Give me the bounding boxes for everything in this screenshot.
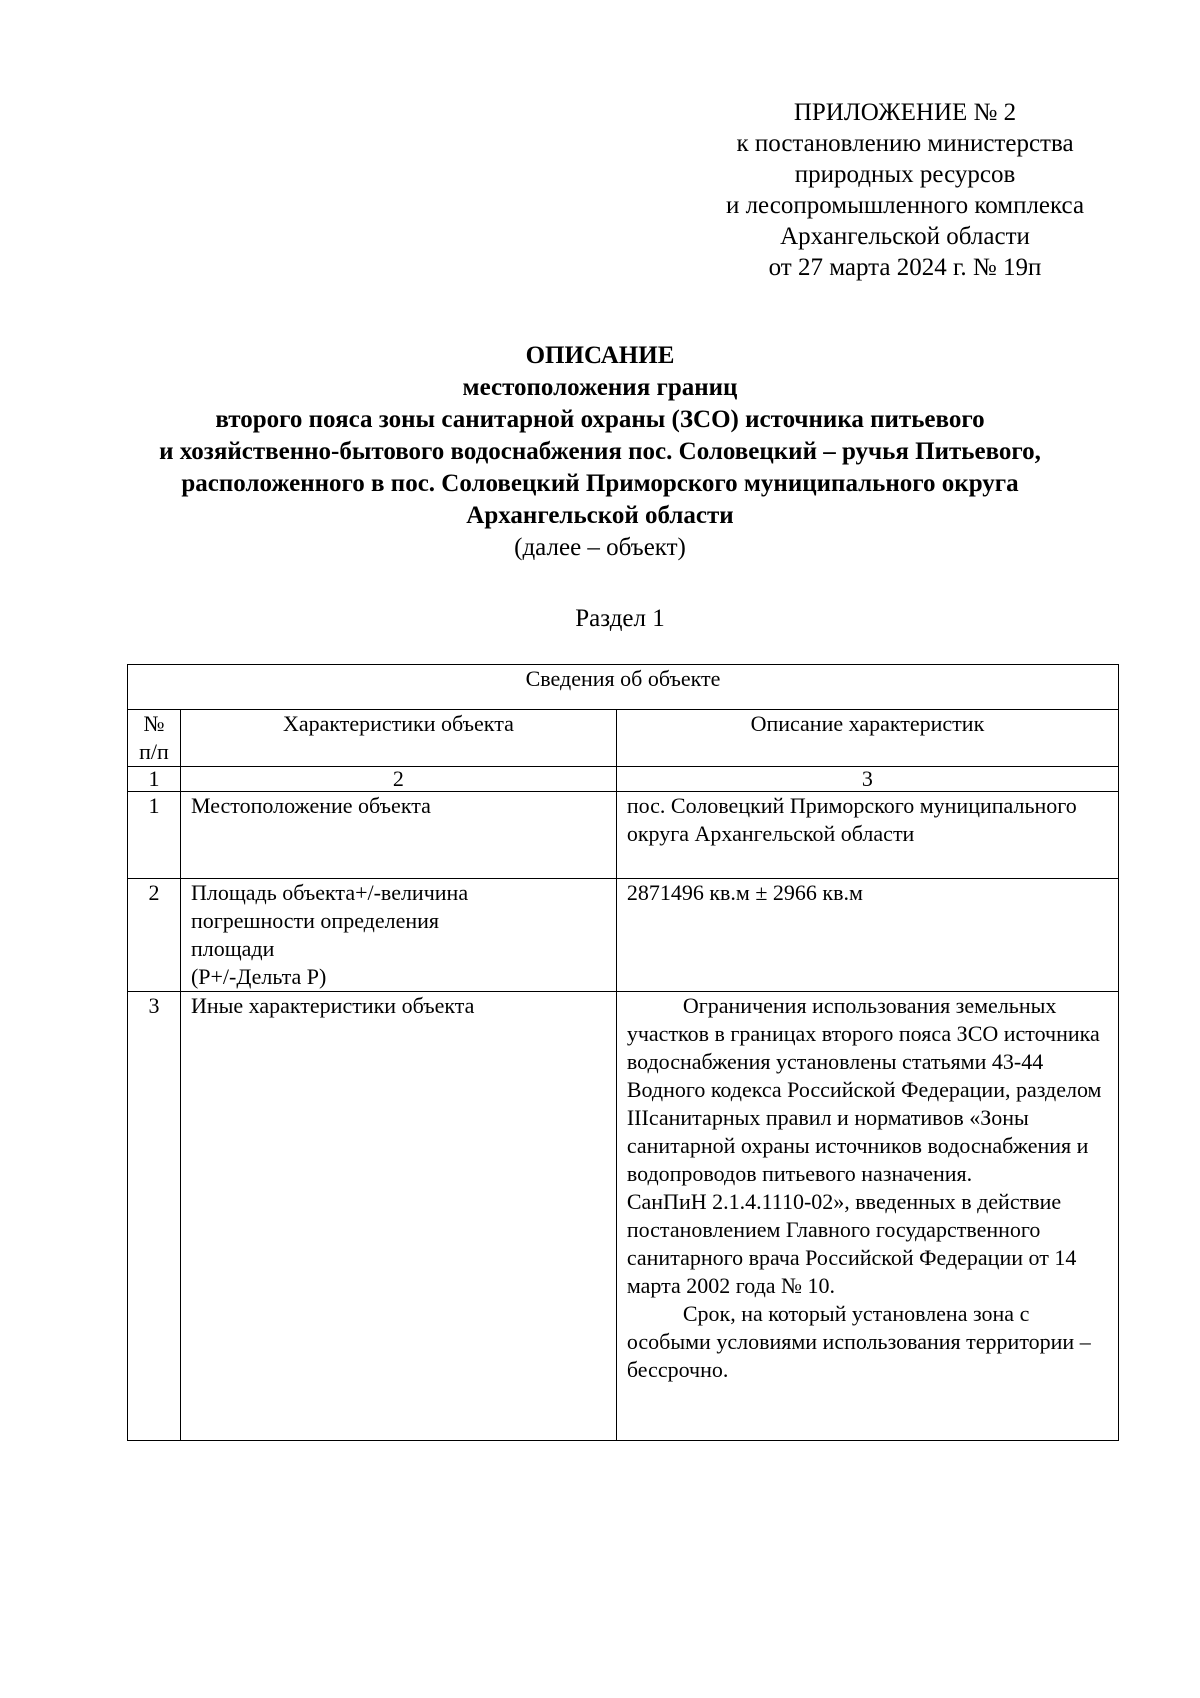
- row-description: [616, 992, 1118, 1441]
- row-number: 2: [128, 879, 181, 992]
- title-heading: ОПИСАНИЕ: [525, 342, 675, 369]
- description-paragraph: Срок, на который установлена зона с особыми условиями использования территории – бессрочно.: [626, 1301, 1091, 1382]
- index-cell: 2: [180, 767, 616, 792]
- characteristic-line: площади: [190, 936, 275, 961]
- row-characteristic: Местоположение объекта: [180, 792, 616, 879]
- annex-block: [720, 97, 1090, 283]
- index-cell: 3: [616, 767, 1118, 792]
- row-description: пос. Соловецкий Приморского муниципального округа Архангельской области: [616, 792, 1118, 879]
- table-row: [128, 792, 1119, 879]
- title-line: расположенного в пос. Соловецкий Приморского муниципального округа: [181, 470, 1019, 497]
- header-description: Описание характеристик: [616, 710, 1118, 767]
- section-heading: Раздел 1: [575, 605, 665, 632]
- title-line: Архангельской области: [466, 502, 734, 529]
- title-line: и хозяйственно-бытового водоснабжения пос. Соловецкий – ручья Питьевого,: [159, 438, 1041, 465]
- table-row: [128, 879, 1119, 992]
- index-cell: 1: [128, 767, 181, 792]
- table-index-row: [128, 767, 1119, 792]
- annex-title: ПРИЛОЖЕНИЕ № 2: [793, 99, 1017, 126]
- characteristic-line: Площадь объекта+/-величина: [190, 880, 469, 905]
- row-characteristic: [180, 879, 616, 992]
- row-characteristic: Иные характеристики объекта: [180, 992, 616, 1441]
- document-title: [80, 340, 1120, 564]
- row-number: 1: [128, 792, 181, 879]
- description-paragraph: СанПиН 2.1.4.1110-02», введенных в действие постановлением Главного государственного санитарного врача Российской Федерации от 14 марта 2002 года № 10.: [626, 1189, 1077, 1298]
- annex-date: от 27 марта 2024 г. № 19п: [768, 254, 1042, 281]
- header-characteristics: Характеристики объекта: [180, 710, 616, 767]
- characteristic-line: погрешности определения: [190, 908, 440, 933]
- table-row: [128, 992, 1119, 1441]
- annex-line: Архангельской области: [780, 223, 1030, 250]
- object-info-table: [127, 664, 1119, 1441]
- table-caption-row: [128, 665, 1119, 710]
- title-line: второго пояса зоны санитарной охраны (ЗСО) источника питьевого: [215, 406, 985, 433]
- table-caption: Сведения об объекте: [128, 665, 1119, 710]
- header-number: № п/п: [128, 710, 181, 767]
- row-description: 2871496 кв.м ± 2966 кв.м: [616, 879, 1118, 992]
- row-number: 3: [128, 992, 181, 1441]
- annex-line: к постановлению министерства: [736, 130, 1074, 157]
- title-line: местоположения границ: [462, 374, 738, 401]
- characteristic-line: (Р+/-Дельта Р): [190, 964, 327, 989]
- table-header-row: [128, 710, 1119, 767]
- annex-line: и лесопромышленного комплекса: [725, 192, 1085, 219]
- description-paragraph: Ограничения использования земельных участков в границах второго пояса ЗСО источника водоснабжения установлены статьями 43-44 Водного кодекса Российской Федерации, разделом IIIсанитарных правил и нормативов «Зоны санитарной охраны источников водоснабжения и водопроводов питьевого назначения.: [626, 993, 1102, 1186]
- annex-line: природных ресурсов: [794, 161, 1016, 188]
- title-note: (далее – объект): [514, 534, 686, 561]
